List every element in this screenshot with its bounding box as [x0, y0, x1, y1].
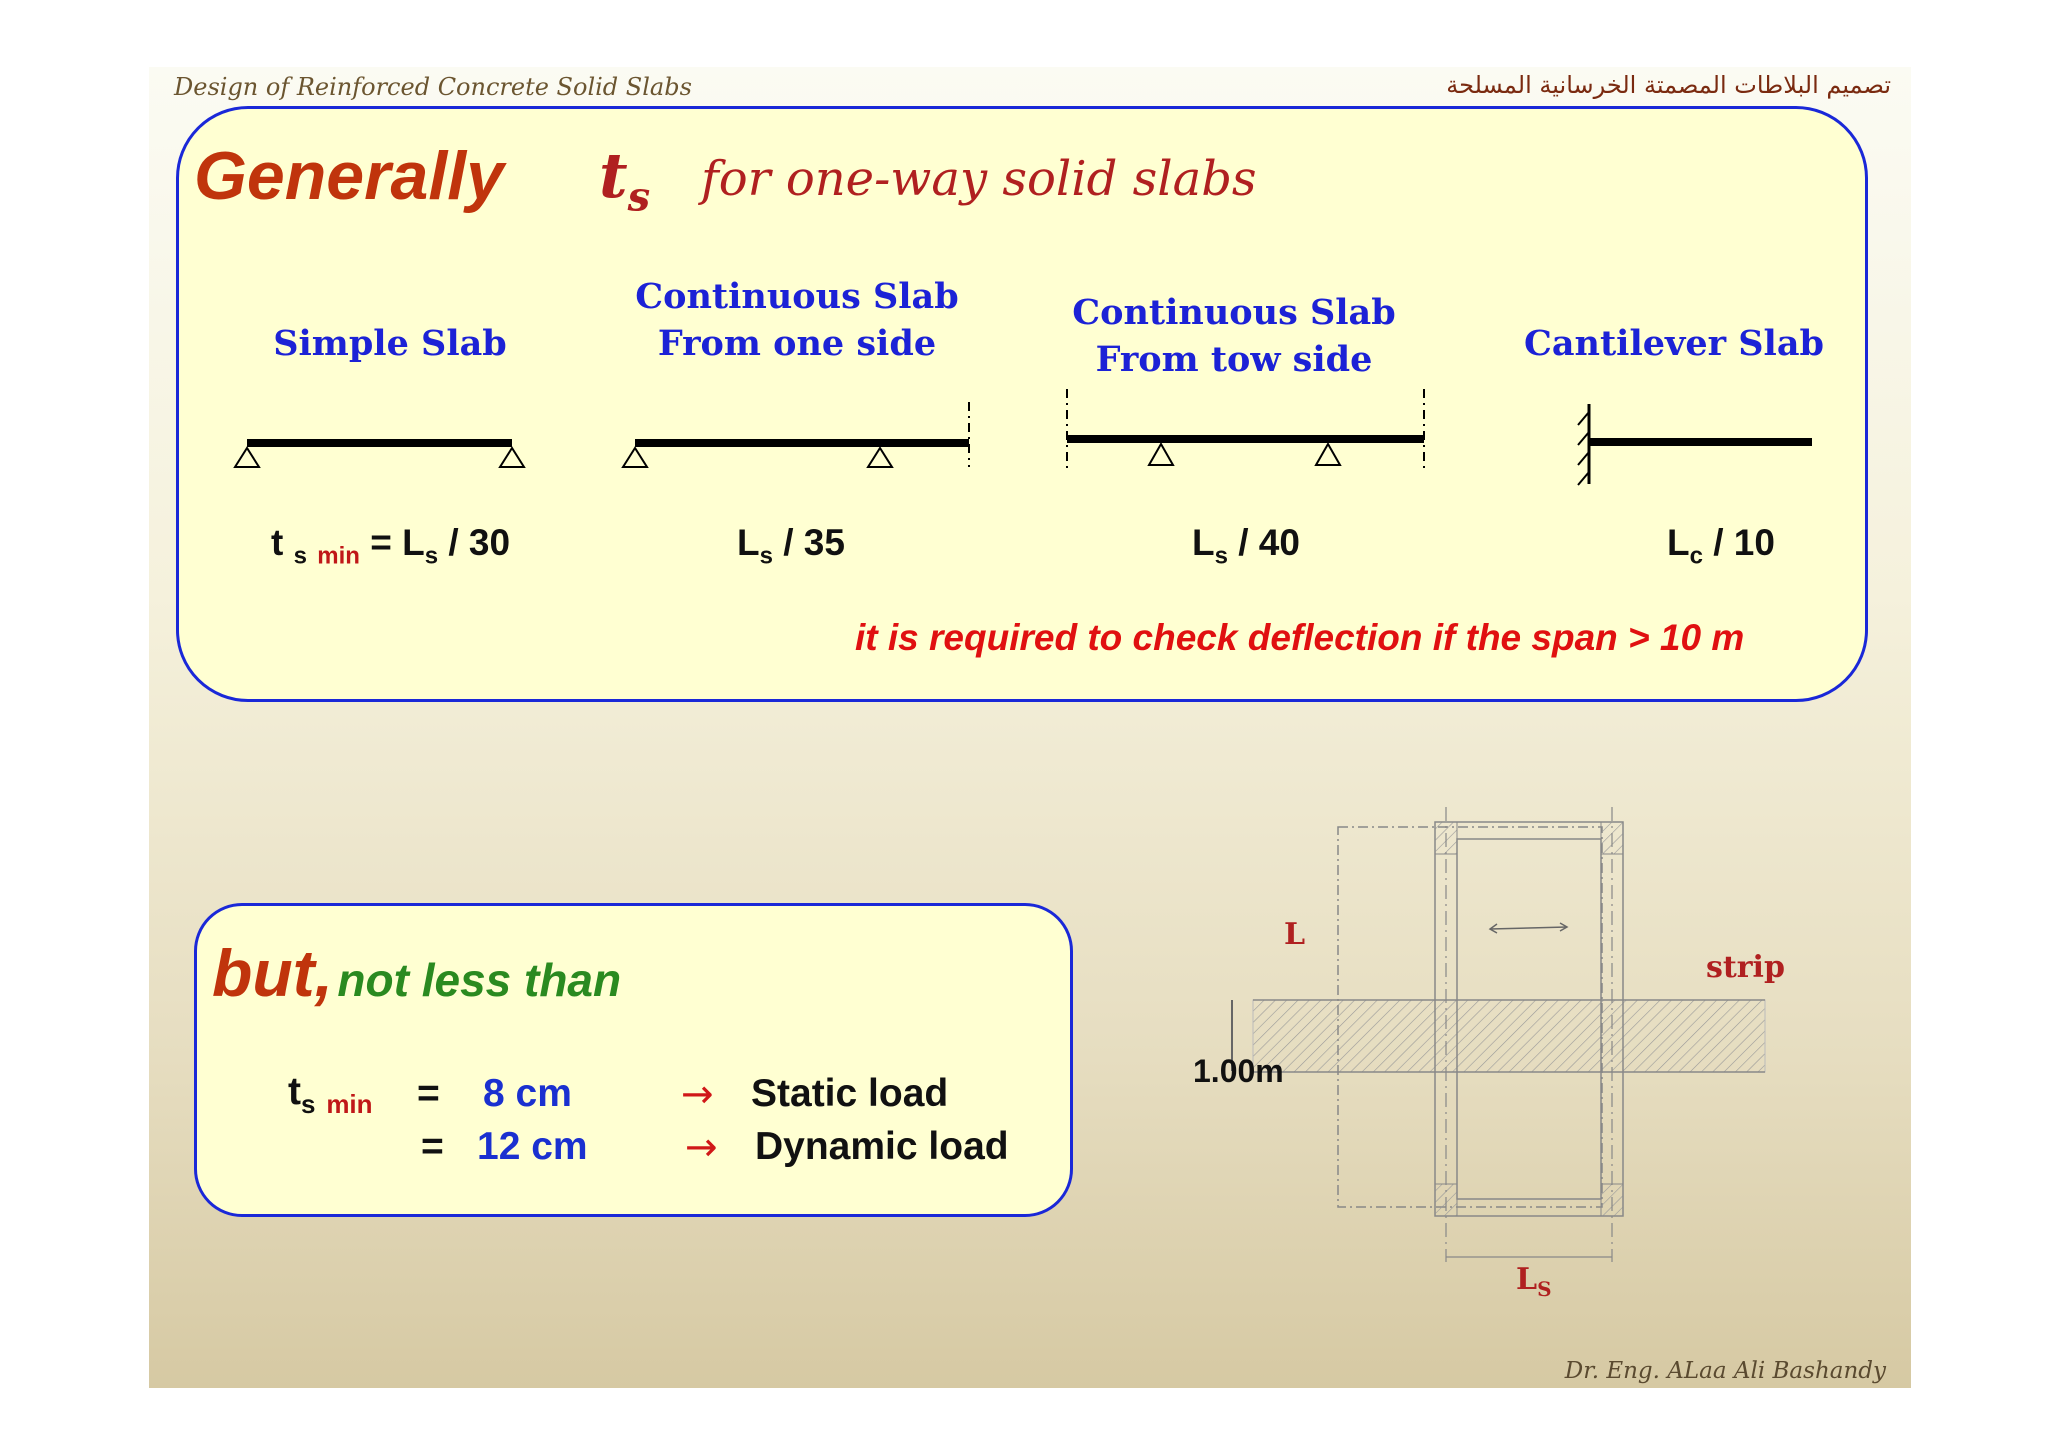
header-left-title: Design of Reinforced Concrete Solid Slabs: [174, 73, 692, 101]
arrow-icon: →: [685, 1125, 718, 1170]
L-label: L: [1284, 917, 1306, 952]
generally-heading: Generally: [194, 138, 504, 214]
row-dynamic: = 12 cm → Dynamic load: [421, 1125, 1009, 1170]
formula-continuous-one: $L_s / 35$: [737, 522, 845, 570]
ts-symbol: $t_s$: [599, 139, 651, 221]
formula-continuous-two: $L_s / 40$: [1192, 522, 1300, 570]
formula-simple: t $_s$ $_{min} = L_s / 30$: [271, 522, 511, 570]
not-less-than: not less than: [337, 954, 622, 1006]
formula-cantilever: $L_c / 10$: [1667, 522, 1775, 570]
slide: [149, 67, 1911, 1388]
width-label: 1.00m: [1193, 1053, 1284, 1089]
footer-author: Dr. Eng. ALaa Ali Bashandy: [1564, 1358, 1886, 1384]
one-way-subtitle: for one-way solid slabs: [701, 151, 1257, 207]
but-heading: but,: [212, 936, 333, 1010]
ts-min-label: $t_s$ $_{min}$: [288, 1070, 373, 1119]
arrow-icon: →: [681, 1072, 714, 1117]
strip-label: strip: [1706, 950, 1785, 985]
deflection-warning: it is required to check deflection if the span > 10 m: [855, 617, 1745, 658]
simple-slab-label: Simple Slab: [273, 323, 507, 364]
continuous-two-side-label: Continuous Slab From tow side: [1072, 292, 1396, 380]
strip-diagram: [149, 67, 1911, 1388]
row-static: = 8 cm → Static load: [417, 1072, 949, 1117]
continuous-one-side-label: Continuous Slab From one side: [635, 276, 959, 364]
Ls-label: $L_S$: [1516, 1262, 1552, 1301]
cantilever-slab-label: Cantilever Slab: [1524, 323, 1824, 364]
header-right-title: تصميم البلاطات المصمتة الخرسانية المسلحة: [1446, 71, 1891, 99]
